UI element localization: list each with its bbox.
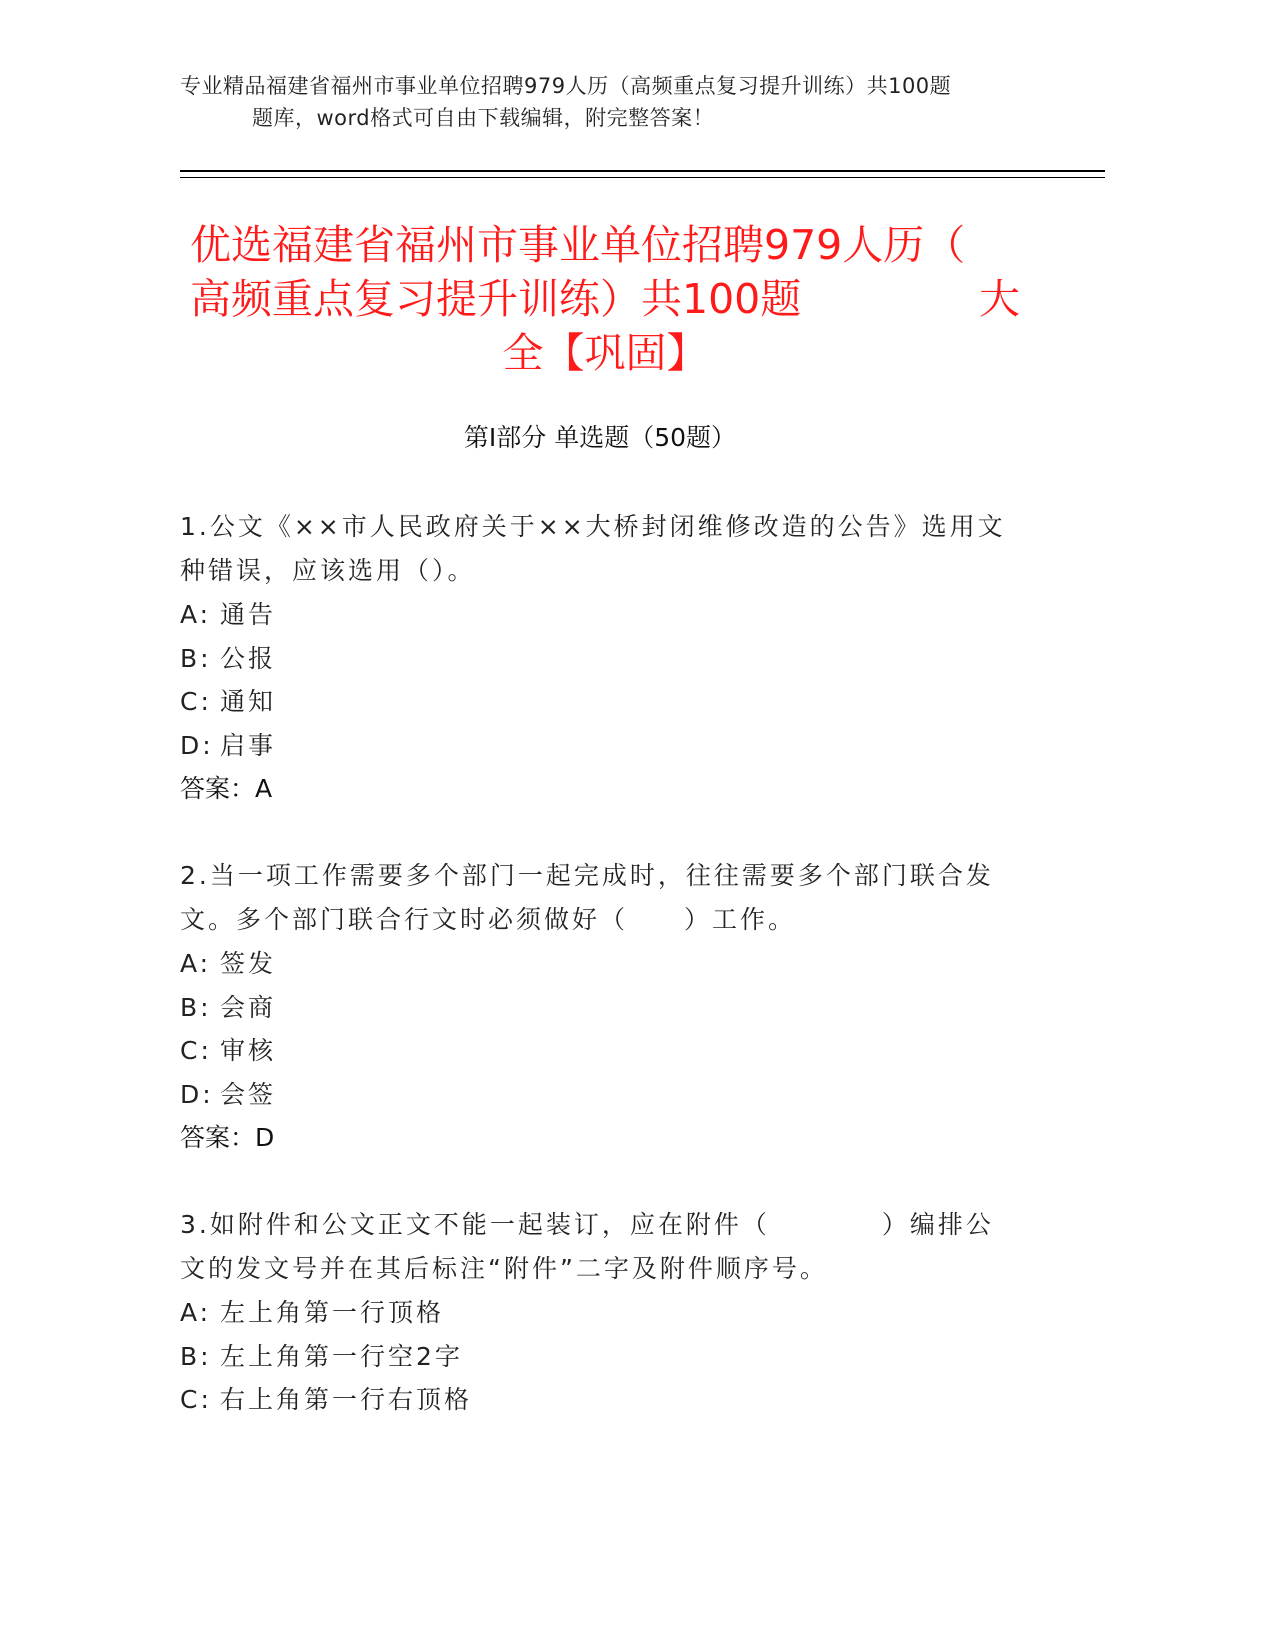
option-d (180, 724, 1020, 768)
option-text: 右上角第一行右顶格 (220, 1385, 473, 1414)
question-3 (180, 1203, 1020, 1422)
option-key: C: (180, 1036, 212, 1065)
option-c (180, 1378, 1020, 1422)
option-text: 左上角第一行顶格 (220, 1298, 445, 1327)
answer: 答案：D (180, 1123, 275, 1152)
option-a (180, 1291, 1020, 1335)
option-text: 会商 (220, 992, 277, 1022)
option-key: B: (180, 643, 212, 673)
header-line-2: 题库，word格式可自由下载编辑，附完整答案！ (252, 106, 715, 130)
option-text: 审核 (220, 1036, 277, 1065)
option-key: C: (180, 1385, 212, 1414)
question-list (180, 505, 1020, 1465)
answer: 答案：A (180, 774, 273, 803)
option-text: 通知 (220, 687, 277, 716)
header-line-1: 专业精品福建省福州市事业单位招聘979人历（高频重点复习提升训练）共100题 (180, 74, 952, 98)
option-c (180, 1029, 1020, 1073)
title-line-2 (190, 272, 1020, 326)
document-title (190, 218, 1030, 380)
section-heading: 第I部分 单选题（50题） (463, 423, 737, 452)
question-1 (180, 505, 1020, 811)
option-key: C: (180, 687, 212, 716)
option-b (180, 1335, 1020, 1379)
option-c (180, 680, 1020, 724)
option-text: 启事 (220, 730, 277, 760)
header-divider-thick (180, 170, 1105, 172)
title-line-2-right: 大 (979, 275, 1020, 323)
option-key: B: (180, 992, 212, 1022)
option-text: 签发 (220, 949, 277, 978)
header-divider-thin (180, 177, 1105, 178)
question-stem: 3.如附件和公文正文不能一起装订，应在附件（ ）编排公文的发文号并在其后标注“附件”二字及附件顺序号。 (180, 1210, 994, 1283)
option-key: A: (180, 1298, 212, 1327)
option-a (180, 593, 1020, 637)
title-line-3: 全【巩固】 (502, 329, 708, 377)
option-text: 会签 (220, 1079, 277, 1109)
option-text: 通告 (220, 600, 277, 629)
option-b (180, 986, 1020, 1030)
question-2 (180, 854, 1020, 1160)
title-line-2-left: 高频重点复习提升训练）共100题 (190, 275, 802, 323)
option-a (180, 942, 1020, 986)
title-line-1: 优选福建省福州市事业单位招聘979人历（ (190, 221, 966, 269)
option-text: 公报 (220, 643, 277, 673)
document-header (180, 70, 1050, 134)
option-key: D: (180, 1079, 214, 1109)
question-stem: 2.当一项工作需要多个部门一起完成时，往往需要多个部门联合发文。多个部门联合行文时必须做好（ ）工作。 (180, 861, 994, 934)
option-key: A: (180, 600, 212, 629)
option-d (180, 1073, 1020, 1117)
option-b (180, 637, 1020, 681)
question-stem: 1.公文《××市人民政府关于××大桥封闭维修改造的公告》选用文种错误，应该选用（）。 (180, 512, 1006, 585)
option-text: 左上角第一行空2字 (220, 1341, 463, 1371)
option-key: D: (180, 730, 214, 760)
option-key: A: (180, 949, 212, 978)
option-key: B: (180, 1341, 212, 1371)
